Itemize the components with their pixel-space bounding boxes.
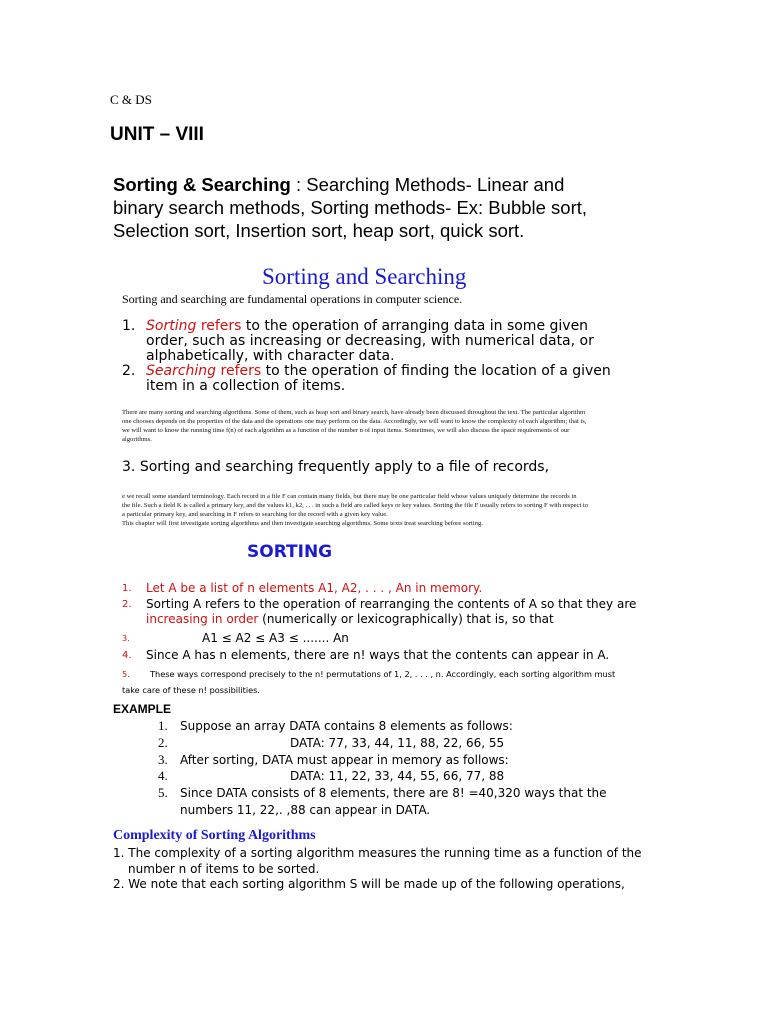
- syllabus-line-2: binary search methods, Sorting methods- Ex: Bubble sort,: [113, 197, 588, 218]
- term-searching: Searching: [146, 363, 217, 379]
- complexity-heading: Complexity of Sorting Algorithms: [113, 828, 316, 843]
- example-item-3: 3. After sorting, DATA must appear in memory as follows:: [158, 751, 509, 767]
- term-sorting: Sorting: [146, 318, 197, 334]
- sorting-item-2: 2. Sorting A refers to the operation of rearranging the contents of A so that they are increasing in order (numerically or lexicographically) that is, so that: [122, 596, 637, 626]
- example-list: [158, 718, 658, 819]
- example-item-1: 1. Suppose an array DATA contains 8 elements as follows:: [158, 718, 513, 733]
- records-paragraph: e we recall some standard terminology. Each record in a file F can contain many fields, but there may be one particular field whose values uniquely determine the records in the file. Such a field K is called a primary key, and the values k1, k2, . . . in such a field are called keys or key values. Sorting the file F usually refers to sorting F with respect to a particular primary key, and searching in F refers to searching for the record with a given key value. This chapter will first investigate sorting algorithms and then investigate searching algorithms. Some texts treat searching before sorting.: [122, 493, 589, 527]
- example-item-2: 2. DATA: 77, 33, 44, 11, 88, 22, 66, 55: [158, 734, 505, 750]
- example-item-5: 5. Since DATA consists of 8 elements, there are 8! =40,320 ways that the numbers 11, 22,. ,88 can appear in DATA.: [158, 785, 607, 817]
- unit-title: UNIT – VIII: [110, 124, 204, 145]
- syllabus-line-1: Sorting & Searching : Searching Methods- Linear and: [113, 174, 565, 195]
- definitions-list: [122, 319, 662, 394]
- sorting-item-3: 3. A1 ≤ A2 ≤ A3 ≤ ....... An: [122, 630, 349, 645]
- sorting-item-4: 4. Since A has n elements, there are n! ways that the contents can appear in A.: [122, 648, 610, 662]
- definition-searching: 2. Searching refers to the operation of finding the location of a given item in a collection of items.: [122, 363, 611, 394]
- syllabus-line-3: Selection sort, Insertion sort, heap sort, quick sort.: [113, 220, 525, 241]
- syllabus-heading: Sorting & Searching: [113, 174, 291, 195]
- sorting-item-1: 1. Let A be a list of n elements A1, A2, . . . , An in memory.: [122, 581, 483, 595]
- example-item-4: 4. DATA: 11, 22, 33, 44, 55, 66, 77, 88: [158, 768, 505, 784]
- sorting-item-5: 5. These ways correspond precisely to the n! permutations of 1, 2, . . . , n. Accordingly, each sorting algorithm must take care of these n! possibilities.: [122, 668, 616, 695]
- records-item: 3. Sorting and searching frequently apply to a file of records,: [122, 459, 550, 475]
- syllabus-block: [113, 173, 753, 242]
- section-title: Sorting and Searching: [262, 264, 467, 289]
- complexity-text: 1. The complexity of a sorting algorithm measures the running time as a function of the number n of items to be sorted. 2. We note that each sorting algorithm S will be made up of the following operations,: [113, 846, 642, 891]
- course-label: C & DS: [110, 92, 152, 107]
- intro-text: Sorting and searching are fundamental operations in computer science.: [122, 292, 463, 306]
- sorting-list: [122, 581, 662, 698]
- sorting-heading: SORTING: [247, 542, 333, 562]
- definition-sorting: 1. Sorting refers to the operation of arranging data in some given order, such as increasing or decreasing, with numerical data, or alphabetically, with character data.: [122, 318, 594, 364]
- algorithms-paragraph: There are many sorting and searching algorithms. Some of them, such as heap sort and binary search, have already been discussed throughout the text. The particular algorithm one chooses depends on the properties of the data and the operations one may perform on the data. Accordingly, we will want to know the complexity of each algorithm; that is, we will want to know the running time f(n) of each algorithm as a function of the number n of input items. Sometimes, we will also discuss the space requirements of our algorithms.: [122, 409, 587, 443]
- example-heading: EXAMPLE: [113, 702, 172, 716]
